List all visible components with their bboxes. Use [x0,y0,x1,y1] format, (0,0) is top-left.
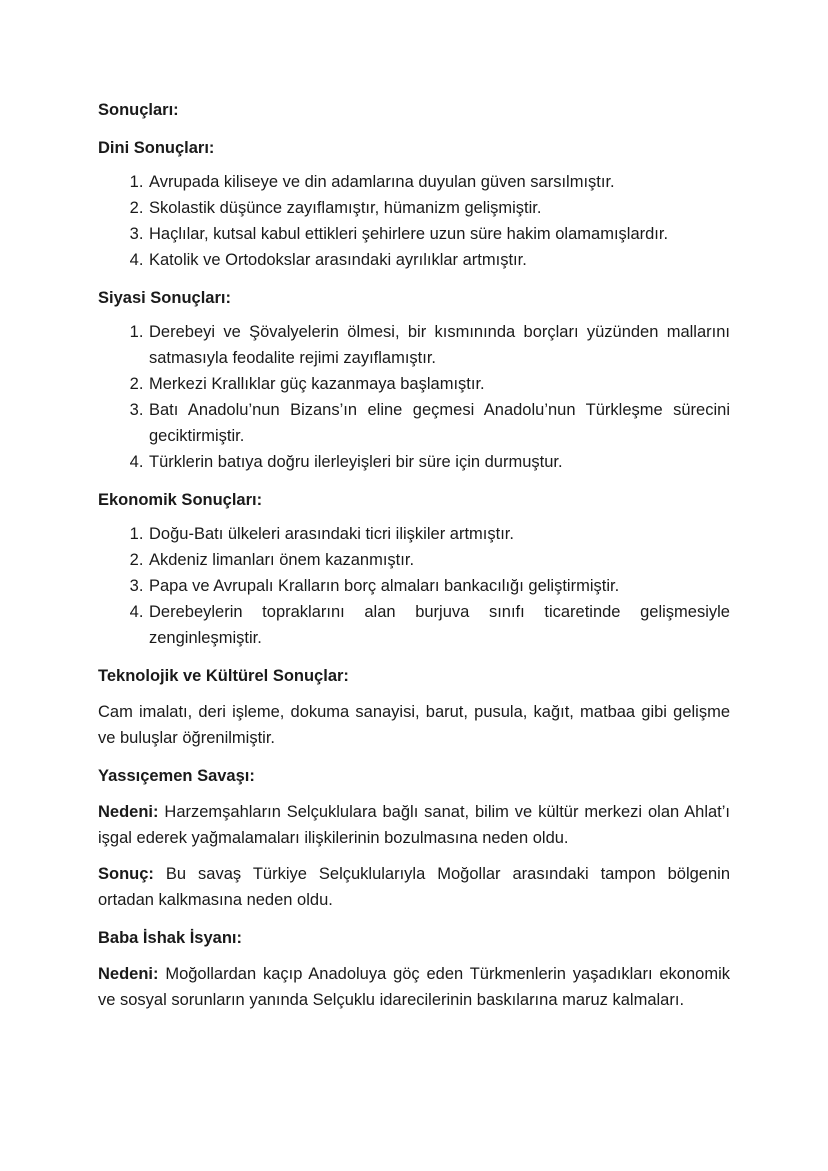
siyasi-heading: Siyasi Sonuçları: [98,289,231,307]
list-item: 4. Katolik ve Ortodokslar arasındaki ayrılıklar artmıştır. [148,247,730,273]
sonuc-label: Sonuç: [98,865,154,883]
siyasi-list [98,319,730,475]
teknolojik-heading: Teknolojik ve Kültürel Sonuçlar: [98,667,349,685]
list-item: 4. Türklerin batıya doğru ilerleyişleri bir süre için durmuştur. [148,449,730,475]
dini-heading: Dini Sonuçları: [98,139,215,157]
nedeni-text: Harzemşahların Selçuklulara bağlı sanat, bilim ve kültür merkezi olan Ahlat’ı işgal ederek yağmalamaları ilişkilerinin bozulmasına neden oldu. [98,803,730,847]
list-item: 4. Derebeylerin topraklarını alan burjuva sınıfı ticaretinde gelişmesiyle zenginleşmiştir. [148,599,730,651]
list-item: 2. Skolastik düşünce zayıflamıştır, hümanizm gelişmiştir. [148,195,730,221]
list-item: 2. Akdeniz limanları önem kazanmıştır. [148,547,730,573]
list-item: 3. Batı Anadolu’nun Bizans’ın eline geçmesi Anadolu’nun Türkleşme sürecini geciktirmiştir. [148,397,730,449]
list-item: 3. Haçlılar, kutsal kabul ettikleri şehirlere uzun süre hakim olamamışlardır. [148,221,730,247]
ekonomik-list [98,521,730,651]
yassicemen-nedeni [98,799,730,851]
ekonomik-heading: Ekonomik Sonuçları: [98,491,263,509]
nedeni-label: Nedeni: [98,803,159,821]
list-item: 1. Derebeyi ve Şövalyelerin ölmesi, bir kısmınında borçları yüzünden mallarını satmasıyla feodalite rejimi zayıflamıştır. [148,319,730,371]
nedeni-text: Moğollardan kaçıp Anadoluya göç eden Türkmenlerin yaşadıkları ekonomik ve sosyal sorunların yanında Selçuklu idarecilerinin baskılarına maruz kalmaları. [98,965,730,1009]
list-item: 1. Avrupada kiliseye ve din adamlarına duyulan güven sarsılmıştır. [148,169,730,195]
list-item: 2. Merkezi Krallıklar güç kazanmaya başlamıştır. [148,371,730,397]
sonuc-text: Bu savaş Türkiye Selçuklularıyla Moğollar arasındaki tampon bölgenin ortadan kalkmasına neden oldu. [98,865,730,909]
yassicemen-sonuc [98,861,730,913]
document-page [98,97,730,1013]
list-item: 1. Doğu-Batı ülkeleri arasındaki ticri ilişkiler artmıştır. [148,521,730,547]
babaishak-nedeni [98,961,730,1013]
list-item: 3. Papa ve Avrupalı Kralların borç almaları bankacılığı geliştirmiştir. [148,573,730,599]
dini-list [98,169,730,273]
teknolojik-text: Cam imalatı, deri işleme, dokuma sanayisi, barut, pusula, kağıt, matbaa gibi gelişme ve buluşlar öğrenilmiştir. [98,703,730,747]
yassicemen-heading: Yassıçemen Savaşı: [98,767,255,785]
section-title: Sonuçları: [98,101,179,119]
babaishak-heading: Baba İshak İsyanı: [98,929,242,947]
nedeni-label: Nedeni: [98,965,159,983]
